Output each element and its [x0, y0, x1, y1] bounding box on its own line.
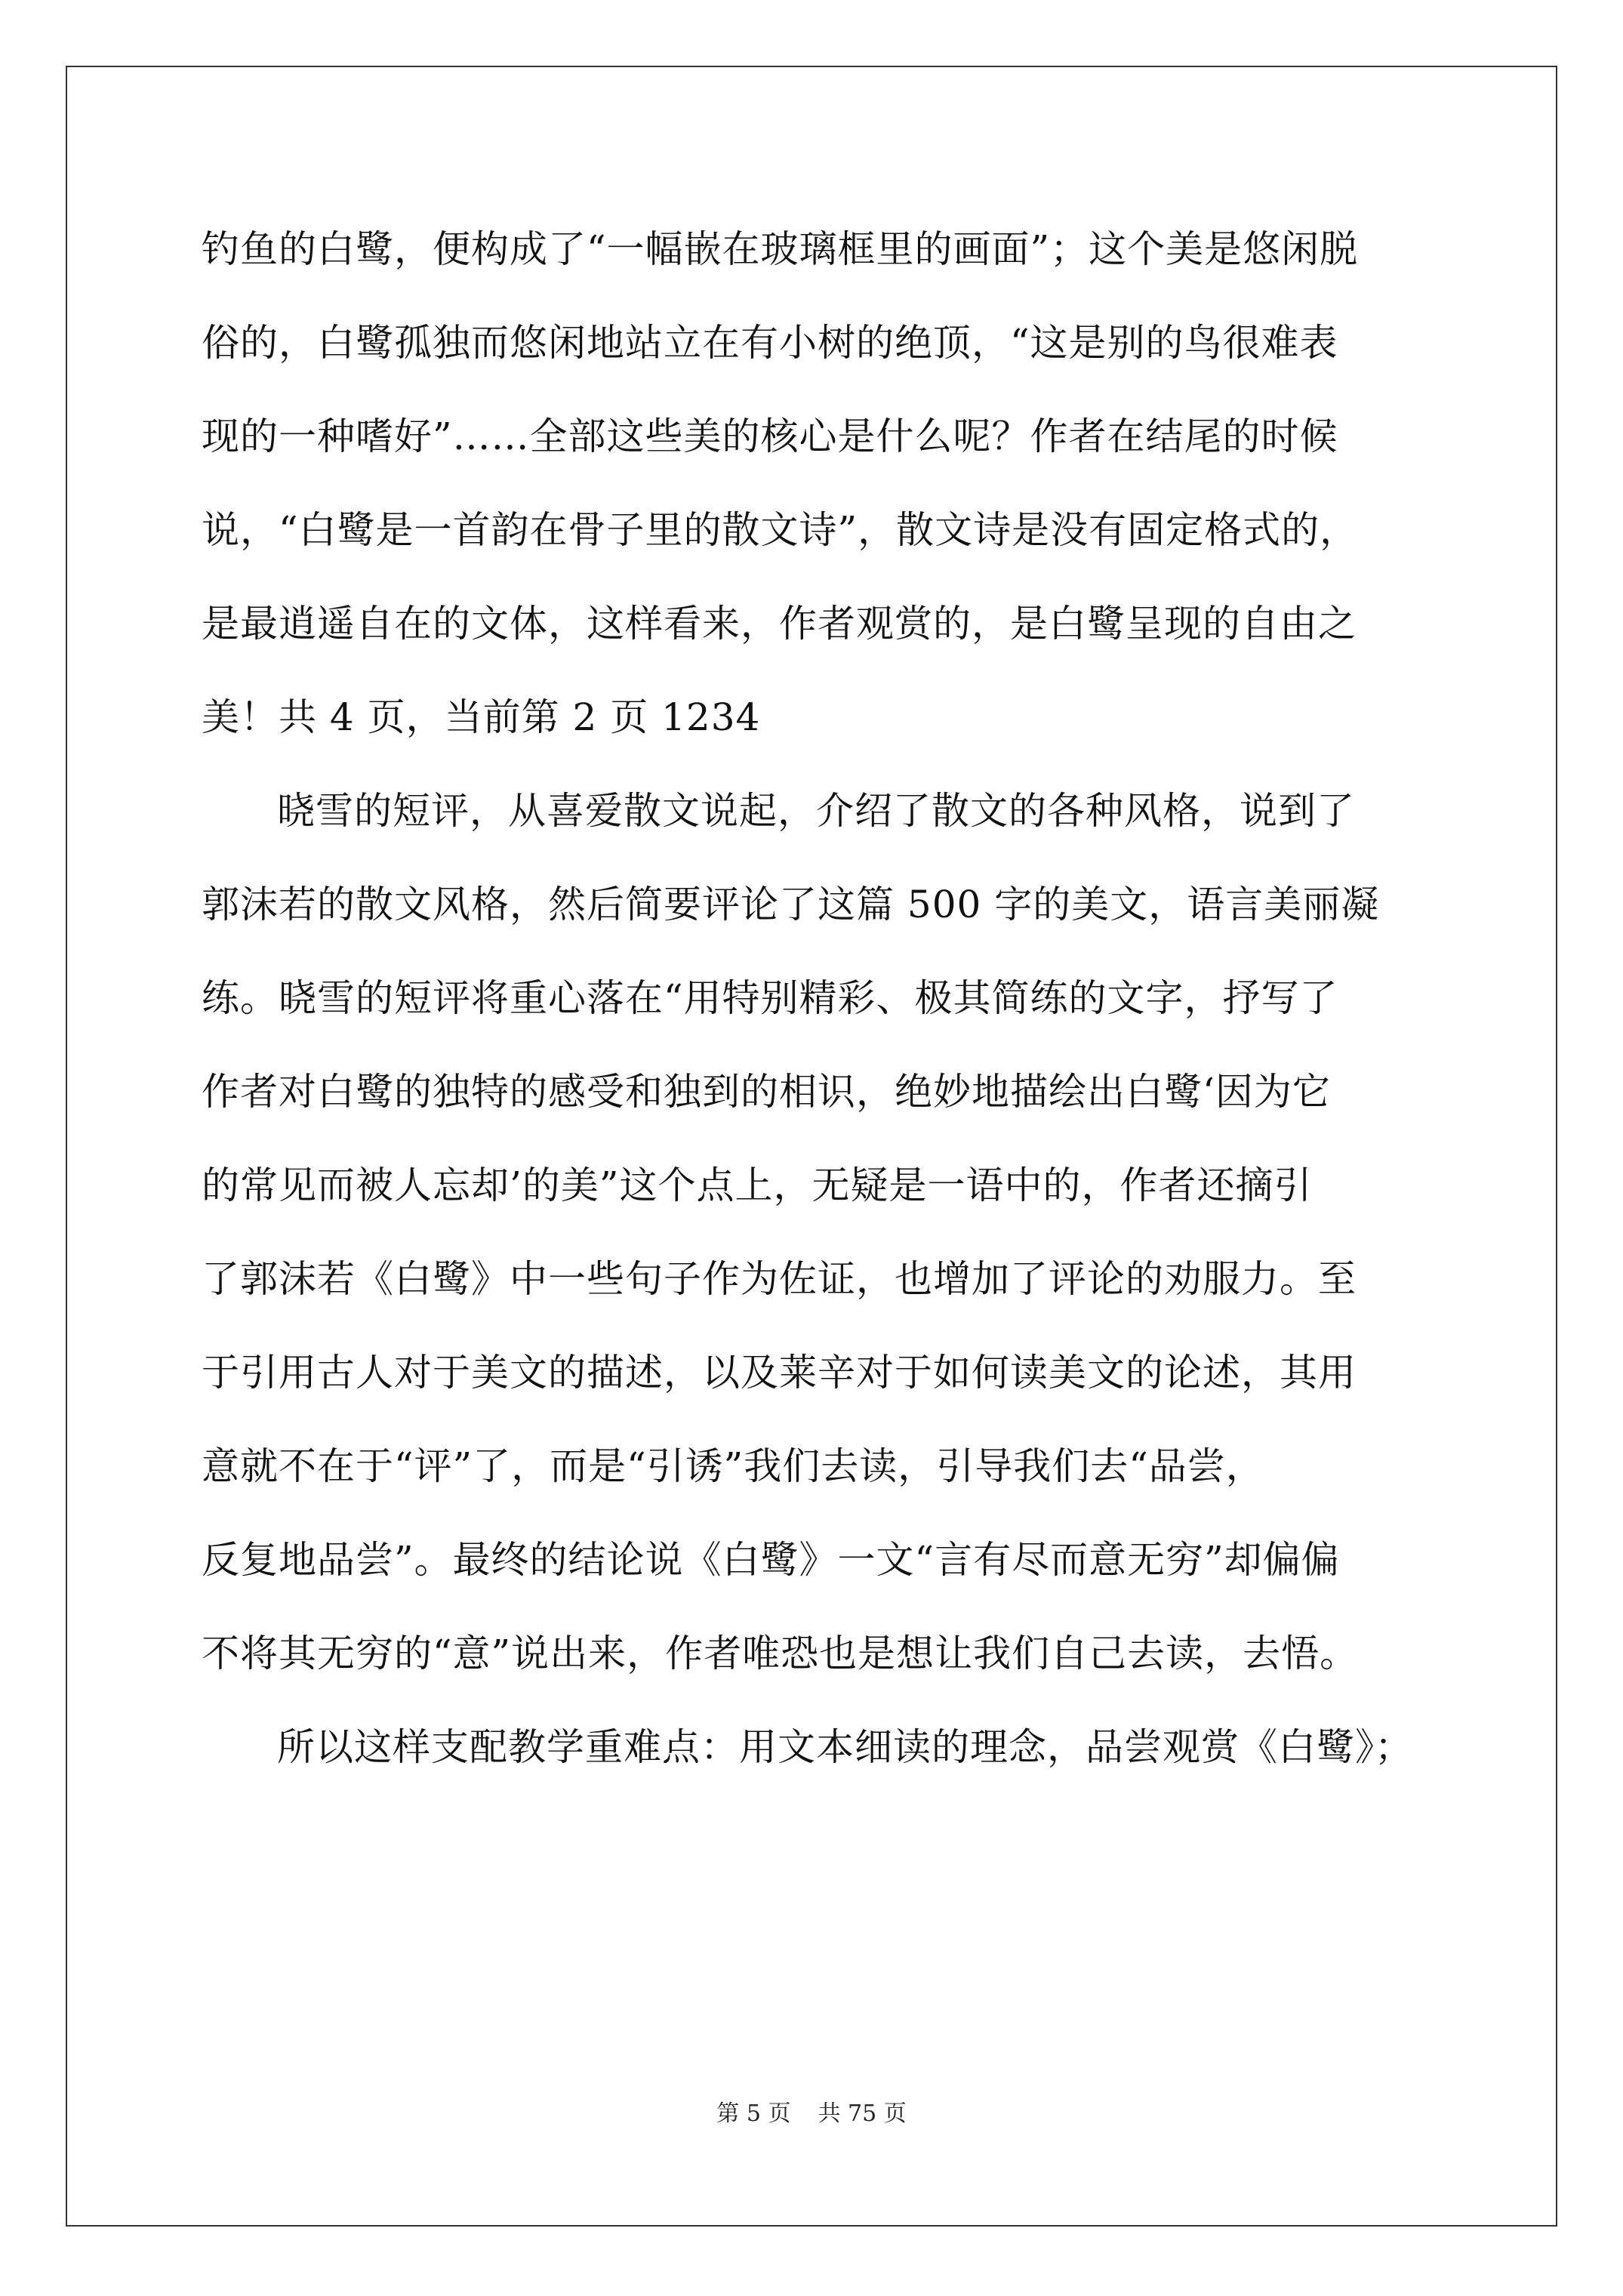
text-line: 郭沫若的散文风格，然后简要评论了这篇 500 字的美文，语言美丽凝 — [202, 883, 1380, 926]
text-line: 是最逍遥自在的文体，这样看来，作者观赏的，是白鹭呈现的自由之 — [202, 602, 1357, 646]
text-line: 作者对白鹭的独特的感受和独到的相识，绝妙地描绘出白鹭‘因为它 — [202, 1070, 1331, 1114]
paragraph-first-line: 所以这样支配教学重难点：用文本细读的理念，品尝观赏《白鹭》； — [277, 1725, 1413, 1769]
page-footer — [0, 2094, 1623, 2128]
text-line: 现的一种嗜好”……全部这些美的核心是什么呢？作者在结尾的时候 — [202, 415, 1338, 458]
document-body — [202, 202, 1485, 1794]
text-line: 的常见而被人忘却’的美”这个点上，无疑是一语中的，作者还摘引 — [202, 1163, 1313, 1207]
total-pages: 共 75 页 — [818, 2100, 907, 2127]
text-line: 俗的，白鹭孤独而悠闲地站立在有小树的绝顶，“这是别的鸟很难表 — [202, 321, 1338, 365]
text-line: 美！共 4 页，当前第 2 页 1234 — [202, 695, 761, 739]
page-number: 第 5 页 — [716, 2100, 791, 2127]
text-line: 反复地品尝”。最终的结论说《白鹭》一文“言有尽而意无穷”却偏偏 — [202, 1538, 1340, 1582]
text-line: 练。晓雪的短评将重心落在“用特别精彩、极其简练的文字，抒写了 — [202, 976, 1338, 1020]
text-line: 钓鱼的白鹭，便构成了“一幅嵌在玻璃框里的画面”；这个美是悠闲脱 — [202, 227, 1359, 271]
paragraph-first-line: 晓雪的短评，从喜爱散文说起，介绍了散文的各种风格，说到了 — [277, 789, 1355, 833]
text-line: 于引用古人对于美文的描述，以及莱辛对于如何读美文的论述，其用 — [202, 1351, 1357, 1395]
text-line: 不将其无穷的“意”说出来，作者唯恐也是想让我们自己去读，去悟。 — [202, 1632, 1359, 1675]
text-line: 意就不在于“评”了，而是“引诱”我们去读，引导我们去“品尝， — [202, 1444, 1264, 1488]
text-line: 了郭沫若《白鹭》中一些句子作为佐证，也增加了评论的劝服力。至 — [202, 1257, 1357, 1301]
text-line: 说，“白鹭是一首韵在骨子里的散文诗”，散文诗是没有固定格式的， — [202, 508, 1359, 552]
